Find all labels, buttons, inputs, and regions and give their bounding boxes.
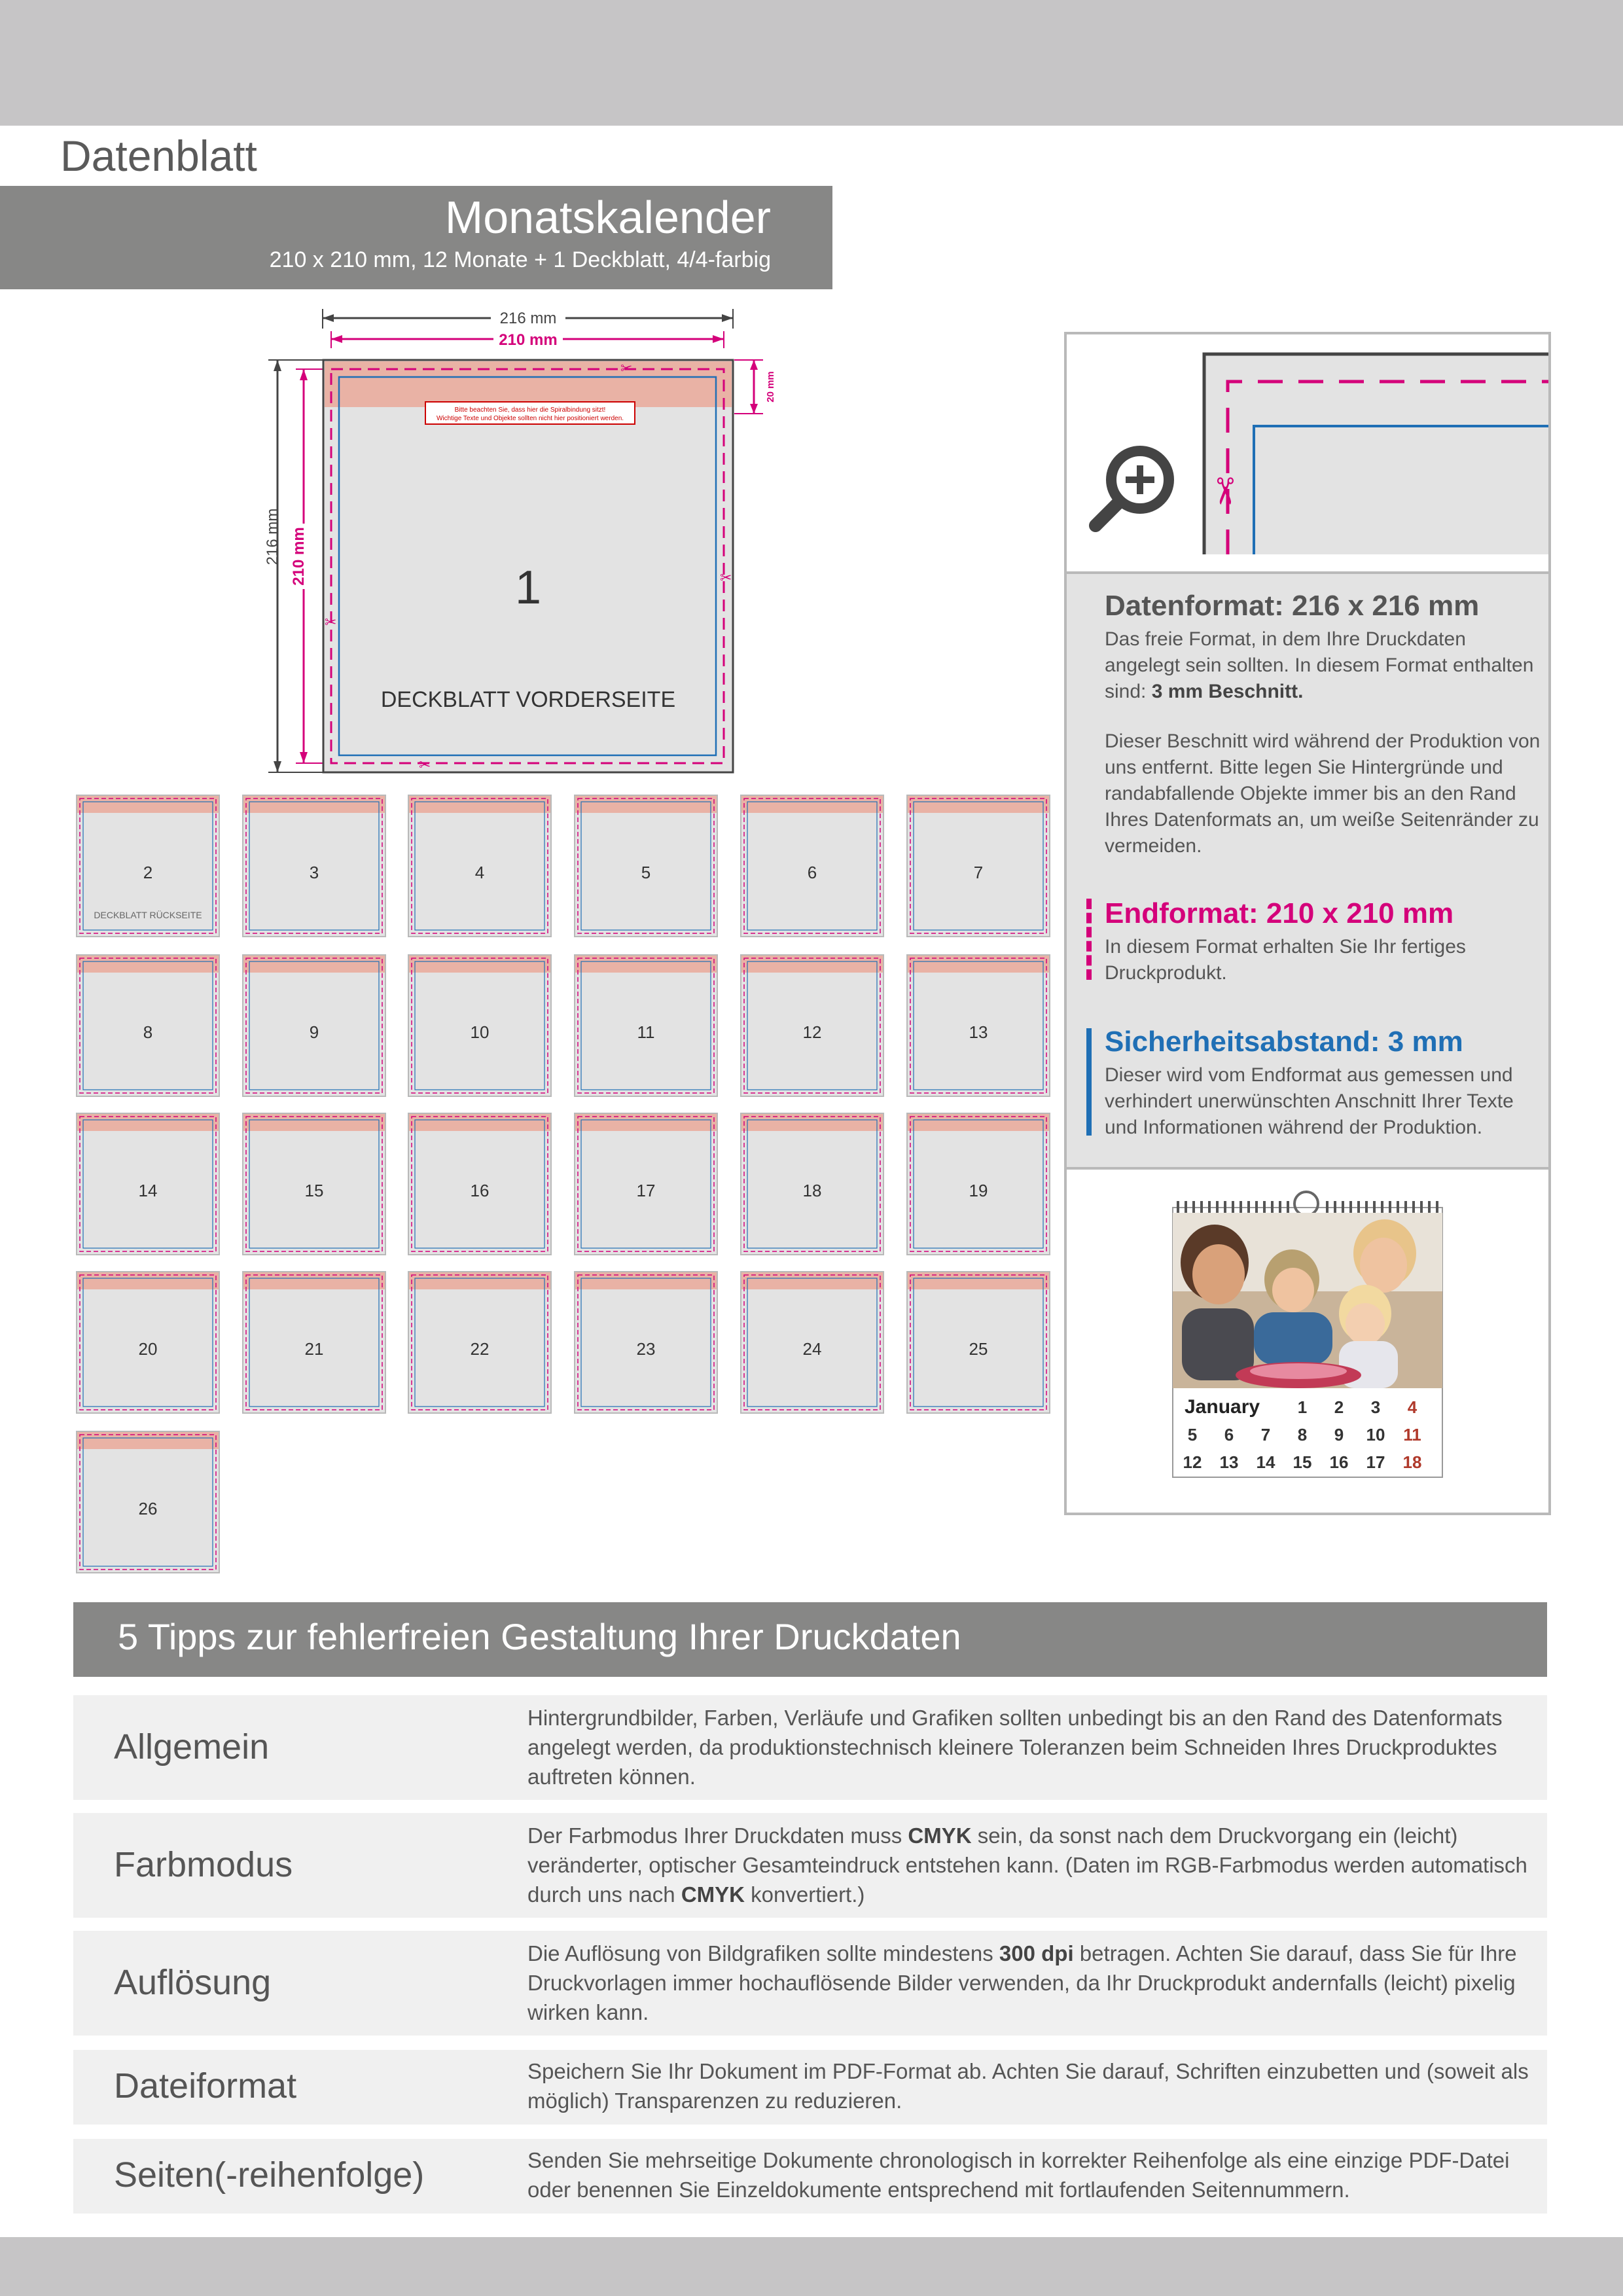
sicherheit-title: Sicherheitsabstand: 3 mm: [1105, 1026, 1463, 1058]
thumbnail-number: 22: [470, 1339, 490, 1359]
tip-label: Farbmodus: [114, 1845, 293, 1884]
page-thumbnail: [574, 1271, 718, 1414]
notice-line1: Bitte beachten Sie, dass hier die Spiralbindung sitzt!: [454, 406, 606, 414]
sicherheit-marker: [1086, 1028, 1092, 1136]
thumbnail-number: 18: [802, 1181, 822, 1200]
thumbnail-number: 7: [973, 863, 984, 882]
calendar-day: 15: [1293, 1452, 1312, 1472]
calendar-day: 3: [1370, 1397, 1381, 1417]
scissors-icon: ✂: [620, 360, 633, 376]
thumbnail-caption: DECKBLATT RÜCKSEITE: [94, 910, 202, 920]
page-thumbnail: [408, 954, 552, 1097]
cover-diagram: [262, 308, 798, 785]
width-outer-label: 216 mm: [499, 310, 557, 327]
thumbnail-number: 17: [636, 1181, 656, 1200]
page-thumbnail: [76, 1113, 220, 1255]
height-outer-label: 216 mm: [264, 508, 281, 565]
thumbnail-number: 10: [470, 1022, 490, 1042]
calendar-day: 11: [1403, 1425, 1421, 1444]
product-subtitle: 210 x 210 mm, 12 Monate + 1 Deckblatt, 4/4-farbig: [269, 247, 771, 272]
tip-seiten: [73, 2139, 1547, 2214]
datasheet-tab: [0, 126, 326, 185]
page-thumbnail: [740, 954, 884, 1097]
tip-label: Auflösung: [114, 1963, 272, 2002]
calendar-day: 1: [1297, 1397, 1308, 1417]
thumbnail-number: 12: [802, 1022, 822, 1042]
thumbnail-number: 19: [969, 1181, 988, 1200]
calendar-day: 10: [1366, 1425, 1385, 1444]
thumbnail-number: 8: [143, 1022, 153, 1042]
tip-aufloesung: [73, 1931, 1547, 2036]
page-thumbnail: [242, 1113, 386, 1255]
scissors-icon: ✂: [419, 757, 431, 773]
sicherheit-text: Dieser wird vom Endformat aus gemessen und verhindert unerwünschten Anschnitt Ihrer Texte und Informationen während der Produktion.: [1105, 1064, 1514, 1138]
tips-heading: 5 Tipps zur fehlerfreien Gestaltung Ihrer Druckdaten: [118, 1616, 961, 1657]
endformat-text: In diesem Format erhalten Sie Ihr fertiges Druckprodukt.: [1105, 936, 1466, 984]
thumbnail-number: 26: [138, 1499, 158, 1518]
endformat-title: Endformat: 210 x 210 mm: [1105, 897, 1454, 929]
thumbnail-number: 16: [470, 1181, 490, 1200]
tip-farbmodus: [73, 1813, 1547, 1918]
calendar-day: 13: [1219, 1452, 1239, 1472]
thumbnail-number: 2: [143, 863, 153, 882]
tip-text: Hintergrundbilder, Farben, Verläufe und Grafiken sollten unbedingt bis an den Rand des Datenformats angelegt werden, da produktionstechnisch kleinere Toleranzen beim Schneiden Ihres Druckproduktes auftreten können.: [527, 1706, 1503, 1789]
tip-dateiformat: [73, 2050, 1547, 2125]
tip-text: Speichern Sie Ihr Dokument im PDF-Format ab. Achten Sie darauf, Schriften einzubetten und (soweit als möglich) Transparenzen zu reduzieren.: [527, 2059, 1529, 2113]
tip-text: Die Auflösung von Bildgrafiken sollte mindestens 300 dpi betragen. Achten Sie darauf, dass Sie für Ihre Druckvorlagen immer hochauflösende Bilder verwenden, da Ihr Druckprodukt andernfalls (leicht) pixelig wirken kann.: [527, 1941, 1517, 2024]
page-thumbnail: [408, 1271, 552, 1414]
calendar-day: 2: [1334, 1397, 1344, 1417]
calendar-day: 4: [1407, 1397, 1418, 1417]
tip-text: Der Farbmodus Ihrer Druckdaten muss CMYK sein, da sonst nach dem Druckvorgang ein (leicht) veränderter, optischer Gesamteindruck entstehen kann. (Daten im RGB-Farbmodus werden automatisch durch uns nach CMYK konvertiert.): [527, 1823, 1527, 1907]
cover-caption: DECKBLATT VORDERSEITE: [380, 687, 676, 712]
thumbnail-number: 3: [309, 863, 319, 882]
page-thumbnail: [76, 954, 220, 1097]
page-thumbnail: [574, 1113, 718, 1255]
datenformat-title: Datenformat: 216 x 216 mm: [1105, 590, 1480, 622]
product-title: Monatskalender: [444, 192, 771, 243]
thumbnail-number: 15: [304, 1181, 324, 1200]
calendar-day: 17: [1366, 1452, 1385, 1472]
cover-page-number: 1: [514, 562, 542, 614]
page-thumbnail: [242, 795, 386, 937]
calendar-day: 16: [1329, 1452, 1349, 1472]
tab-label: Datenblatt: [60, 132, 257, 180]
tip-label: Dateiformat: [114, 2066, 297, 2106]
page-thumbnail: [906, 1113, 1050, 1255]
thumbnail-number: 13: [969, 1022, 988, 1042]
page-thumbnail: [242, 1271, 386, 1414]
calendar-day: 7: [1260, 1425, 1271, 1444]
thumbnail-number: 23: [636, 1339, 656, 1359]
thumbnail-number: 11: [637, 1022, 655, 1042]
thumbnail-number: 9: [309, 1022, 319, 1042]
page-thumbnail: [76, 1431, 220, 1573]
top-bar: [0, 0, 1623, 126]
calendar-day: 12: [1183, 1452, 1202, 1472]
scissors-icon: ✂: [720, 569, 732, 586]
calendar-day: 6: [1224, 1425, 1234, 1444]
thumbnail-number: 21: [304, 1339, 324, 1359]
tip-text: Senden Sie mehrseitige Dokumente chronologisch in korrekter Reihenfolge als eine einzige PDF-Datei oder benennen Sie Einzeldokumente entsprechend mit fortlaufenden Seitennummern.: [527, 2148, 1510, 2202]
page-thumbnail: [740, 1271, 884, 1414]
magnifier-icon: [1096, 451, 1169, 526]
calendar-day: 9: [1334, 1425, 1344, 1444]
calendar-preview: [1169, 1191, 1444, 1479]
page-thumbnail: [76, 1271, 220, 1414]
thumbnail-number: 20: [138, 1339, 158, 1359]
scissors-icon: ✂: [325, 614, 337, 630]
datenformat-text2: Dieser Beschnitt wird während der Produktion von uns entfernt. Bitte legen Sie Hintergründe und randabfallende Objekte immer bis an den Rand Ihres Datenformats an, um weiße Seitenränder zu vermeiden.: [1105, 730, 1541, 857]
page-thumbnail: [906, 954, 1050, 1097]
page-thumbnail: [906, 1271, 1050, 1414]
thumbnail-number: 24: [802, 1339, 822, 1359]
tip-label: Seiten(-reihenfolge): [114, 2155, 425, 2195]
thumbnail-number: 14: [138, 1181, 158, 1200]
thumbnail-number: 5: [641, 863, 651, 882]
tips-heading-bar: [73, 1602, 1547, 1677]
calendar-day: 8: [1297, 1425, 1308, 1444]
family-photo: [1173, 1213, 1442, 1388]
bottom-bar: [0, 2237, 1623, 2296]
page-thumbnail: [740, 1113, 884, 1255]
format-info: [1067, 571, 1548, 1170]
height-inner-label: 210 mm: [290, 527, 308, 586]
datenformat-text: Das freie Format, in dem Ihre Druckdaten angelegt sein sollten. In diesem Format enthalten sind: 3 mm Beschnitt.: [1105, 628, 1534, 702]
thumbnail-number: 25: [969, 1339, 988, 1359]
page-thumbnail: [574, 954, 718, 1097]
page-thumbnail: [574, 795, 718, 937]
notice-line2: Wichtige Texte und Objekte sollten nicht hier positioniert werden.: [436, 415, 624, 422]
endformat-marker: [1086, 899, 1092, 980]
scissors-icon: ✂: [1204, 476, 1245, 507]
tip-allgemein: [73, 1695, 1547, 1800]
page-thumbnail: [740, 795, 884, 937]
info-box: [1064, 332, 1551, 1515]
zoom-page-corner: [1204, 354, 1548, 554]
tip-label: Allgemein: [114, 1727, 270, 1767]
width-inner-label: 210 mm: [499, 331, 558, 349]
page-thumbnail: [76, 795, 220, 937]
page-thumbnail: [242, 954, 386, 1097]
thumbnail-number: 4: [474, 863, 485, 882]
band-height-label: 20 mm: [765, 371, 776, 403]
thumbnail-number: 6: [807, 863, 817, 882]
calendar-month: January: [1185, 1396, 1260, 1418]
page-thumbnail: [408, 795, 552, 937]
calendar-day: 5: [1187, 1425, 1198, 1444]
calendar-day: 14: [1256, 1452, 1275, 1472]
page-thumbnail: [408, 1113, 552, 1255]
calendar-day: 18: [1402, 1452, 1422, 1472]
zoom-detail: [1067, 334, 1548, 571]
title-band: [0, 186, 832, 289]
page-thumbnail: [906, 795, 1050, 937]
